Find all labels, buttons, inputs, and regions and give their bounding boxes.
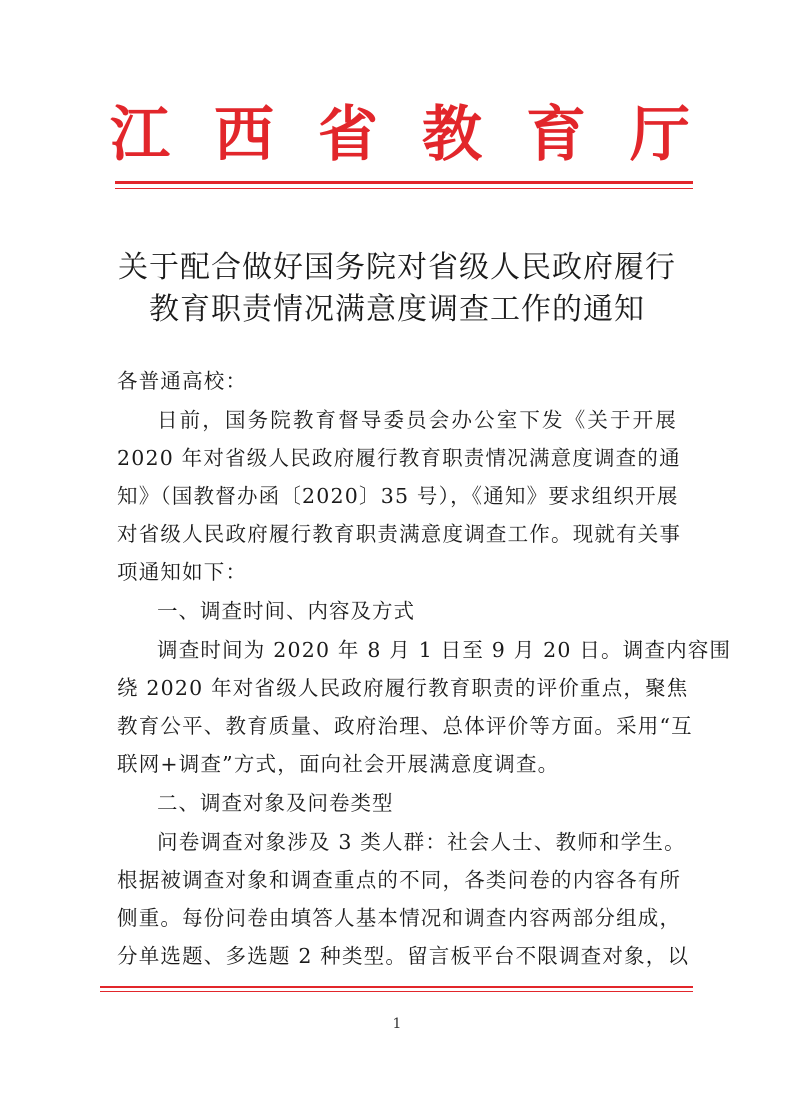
paragraph-line: 对省级人民政府履行教育职责满意度调查工作。现就有关事: [117, 522, 682, 546]
masthead-char: 省: [318, 100, 378, 170]
paragraph-line: 侧重。每份问卷由填答人基本情况和调查内容两部分组成，: [117, 906, 682, 930]
paragraph-line: 绕 2020 年对省级人民政府履行教育职责的评价重点，聚焦: [117, 676, 689, 700]
paragraph-line: 知》（国教督办函〔2020〕35 号），《通知》要求组织开展: [117, 484, 679, 508]
paragraph-line: 教育公平、教育质量、政府治理、总体评价等方面。采用“互: [117, 714, 693, 738]
paragraph-line: 问卷调查对象涉及 3 类人群：社会人士、教师和学生。: [157, 830, 686, 854]
masthead-rule-thin: [115, 188, 693, 189]
masthead-char: 厅: [630, 100, 690, 170]
masthead-char: 江: [110, 100, 170, 170]
page-number: 1: [392, 1016, 402, 1032]
paragraph-line: 调查时间为 2020 年 8 月 1 日至 9 月 20 日。调查内容围: [157, 638, 732, 662]
footer-rule-thin: [100, 991, 693, 992]
masthead-char: 育: [526, 100, 586, 170]
paragraph-line: 项通知如下：: [117, 560, 248, 584]
masthead-char: 教: [422, 100, 482, 170]
paragraph-line: 分单选题、多选题 2 种类型。留言板平台不限调查对象，以: [117, 944, 690, 968]
document-title-line-1: 关于配合做好国务院对省级人民政府履行: [118, 250, 676, 285]
paragraph-line: 2020 年对省级人民政府履行教育职责情况满意度调查的通: [117, 446, 681, 470]
issuer-masthead: [110, 96, 690, 174]
masthead-rule-thick: [115, 181, 693, 184]
paragraph-line: 根据被调查对象和调查重点的不同，各类问卷的内容各有所: [117, 868, 682, 892]
document-title-line-2: 教育职责情况满意度调查工作的通知: [149, 292, 645, 327]
paragraph-line: 日前，国务院教育督导委员会办公室下发《关于开展: [157, 408, 677, 432]
paragraph-line: 联网+调查”方式，面向社会开展满意度调查。: [117, 752, 560, 776]
salutation: 各普通高校：: [117, 369, 248, 393]
section-heading: 一、调查时间、内容及方式: [157, 599, 415, 623]
section-heading: 二、调查对象及问卷类型: [157, 791, 394, 815]
footer-rule-thick: [100, 986, 693, 988]
masthead-char: 西: [214, 100, 274, 170]
